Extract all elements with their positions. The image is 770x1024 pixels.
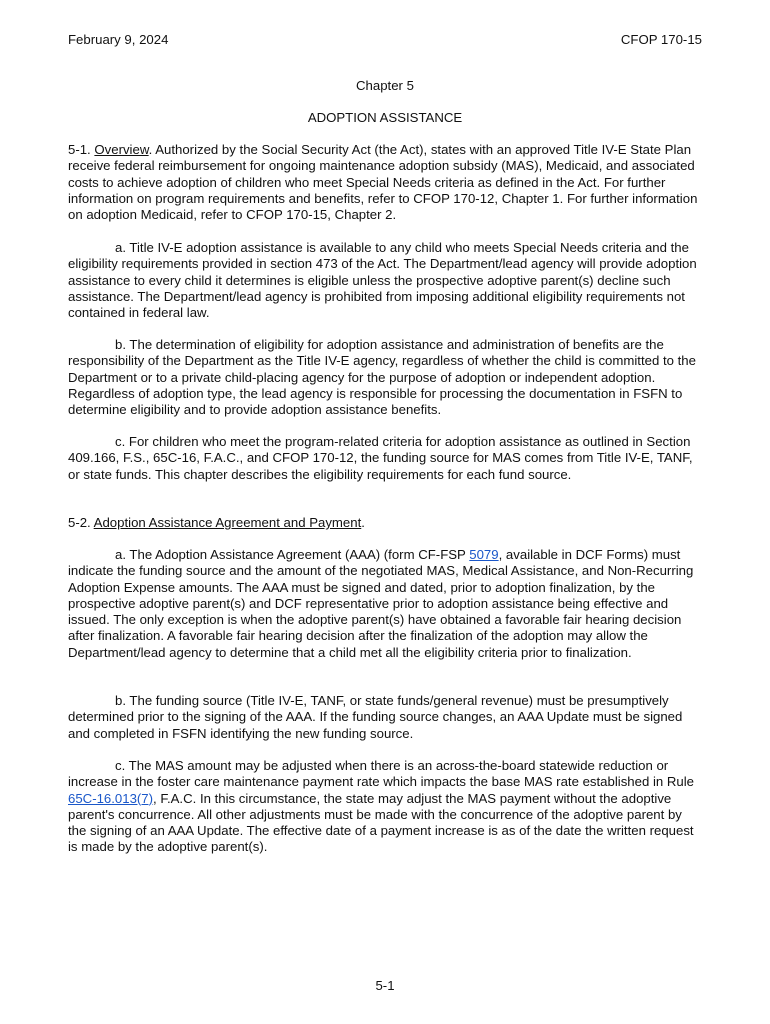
paragraph-5-2-a bbox=[68, 547, 703, 661]
header-doc-id: CFOP 170-15 bbox=[620, 32, 702, 47]
paragraph-text: b. The determination of eligibility for adoption assistance and administration of benefits are the responsibility of the Department as the Title IV-E agency, regardless of whether the child is committed to the Department or to a private child-placing agency for the purpose of adoption or independent adoption. Regardless of adoption type, the lead agency is responsible for processing the documentation in FSFN to determine eligibility and to provide adoption assistance benefits. bbox=[68, 337, 696, 418]
rule-65c-16-013-link[interactable]: 65C-16.013(7) bbox=[68, 790, 154, 806]
paragraph-text bbox=[68, 547, 703, 661]
text-before-link: c. The MAS amount may be adjusted when there is an across-the-board statewide reduction or increase in the foster care maintenance payment rate which impacts the base MAS rate established in Rule bbox=[68, 758, 695, 790]
text-before-link: a. The Adoption Assistance Agreement (AAA) (form CF-FSP bbox=[115, 547, 470, 562]
form-5079-link[interactable]: 5079 bbox=[469, 547, 499, 562]
paragraph-5-1-b bbox=[68, 337, 703, 418]
chapter-title: ADOPTION ASSISTANCE bbox=[307, 110, 463, 125]
page-number: 5-1 bbox=[375, 978, 395, 993]
chapter-number: Chapter 5 bbox=[356, 78, 414, 93]
section-number: 5-2. bbox=[68, 515, 94, 530]
section-5-2-heading bbox=[68, 515, 703, 531]
paragraph-text: c. For children who meet the program-related criteria for adoption assistance as outlined in Section 409.166, F.S., 65C-16, F.A.C., and CFOP 170-12, the funding source for MAS comes from Title IV-E, TANF, or state funds. This chapter describes the eligibility requirements for each fund source. bbox=[68, 434, 693, 482]
section-heading: Overview bbox=[94, 142, 149, 157]
heading-period: . bbox=[361, 515, 365, 530]
section-5-1-overview bbox=[68, 142, 703, 223]
overview-body: . Authorized by the Social Security Act (the Act), states with an approved Title IV-E State Plan receive federal reimbursement for ongoing maintenance adoption subsidy (MAS), Medicaid, and associated costs to achieve adoption of children who meet Special Needs criteria as defined in the Act. For further information on program requirements and benefits, refer to CFOP 170-12, Chapter 1. For further information on adoption Medicaid, refer to CFOP 170-15, Chapter 2. bbox=[68, 142, 698, 223]
text-after-link: , available in DCF Forms) must indicate the funding source and the amount of the negotiated MAS, Medical Assistance, and Non-Recurring Adoption Expense amounts. The AAA must be signed and dated, prior to adoption finalization, by the prospective adoptive parent(s) and DCF representative prior to adoption assistance being effective and issued. The only exception is when the adoptive parent(s) have obtained a favorable fair hearing decision after finalization. A favorable fair hearing decision after the finalization of the adoption may allow the Department/lead agency to determine that a child met all the eligibility criteria prior to finalization. bbox=[68, 547, 694, 660]
paragraph-5-2-c bbox=[68, 758, 703, 856]
paragraph-5-1-a bbox=[68, 240, 703, 321]
paragraph-5-2-b bbox=[68, 693, 703, 742]
paragraph-text: a. Title IV-E adoption assistance is available to any child who meets Special Needs criteria and the eligibility requirements provided in section 473 of the Act. The Department/lead agency will provide adoption assistance to every child it determines is eligible unless the prospective adoptive parent(s) decline such assistance. The Department/lead agency is prohibited from imposing additional eligibility requirements not contained in federal law. bbox=[68, 240, 697, 321]
paragraph-text: b. The funding source (Title IV-E, TANF, or state funds/general revenue) must be presumptively determined prior to the signing of the AAA. If the funding source changes, an AAA Update must be signed and completed in FSFN identifying the new funding source. bbox=[68, 693, 683, 741]
header-date: February 9, 2024 bbox=[68, 32, 169, 47]
paragraph-text bbox=[68, 758, 703, 856]
section-heading: Adoption Assistance Agreement and Payment bbox=[93, 515, 362, 530]
paragraph-5-1-c bbox=[68, 434, 703, 483]
text-after-link: , F.A.C. In this circumstance, the state may adjust the MAS payment without the adoptive parent's concurrence. All other adjustments must be made with the concurrence of the adoptive parent by the signing of an AAA Update. The effective date of a payment increase is as of the date the written request is made by the adoptive parent(s). bbox=[68, 790, 694, 855]
overview-paragraph bbox=[68, 142, 703, 223]
heading-line bbox=[68, 515, 703, 531]
section-number: 5-1. bbox=[68, 142, 95, 157]
